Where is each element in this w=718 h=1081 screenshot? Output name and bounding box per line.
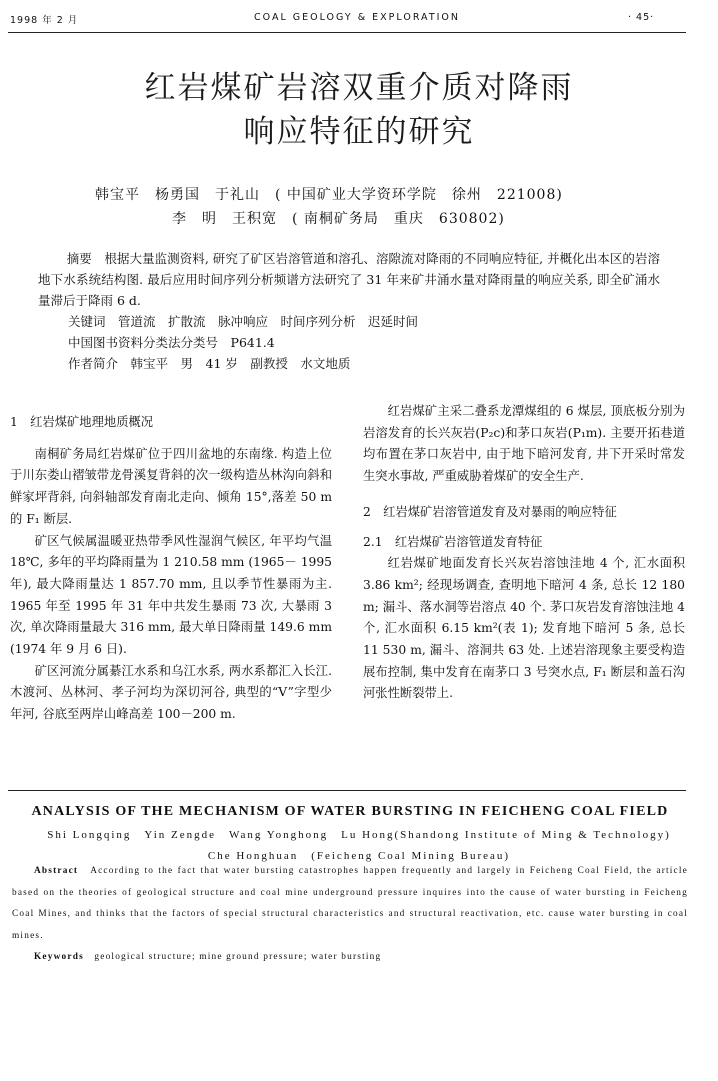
classification-label: 中国图书资料分类法分类号 <box>68 335 219 350</box>
english-section-rule <box>8 790 686 791</box>
author-bio-line <box>38 353 660 374</box>
author-affiliation-1: ( 中国矿业大学资环学院 徐州 221008) <box>275 187 563 203</box>
title-line-2: 响应特征的研究 <box>243 114 475 150</box>
keywords-label: 关键词 <box>68 314 106 329</box>
english-abstract-text: According to the fact that water bursting catastrophes happen frequently and largely in Feicheng Coal Field, the article based on the theories of geological structure and coal mine underground pressure inquires into the cause of water bursting in Feicheng Coal Mines, and thinks that the factors of special structural characteristics and structural reactivation, etc. cause water bursting in coal mines. <box>12 866 688 941</box>
section-2-1-heading: 2.1 红岩煤矿岩溶管道发育特征 <box>363 534 543 549</box>
author-names-1: 韩宝平 杨勇国 于礼山 <box>95 187 260 203</box>
keywords-text: 管道流 扩散流 脉冲响应 时间序列分析 迟延时间 <box>118 314 419 329</box>
english-keywords-line <box>12 947 688 969</box>
abstract-label: 摘要 <box>66 251 92 266</box>
english-abstract <box>12 861 688 969</box>
english-abstract-label: Abstract <box>34 866 79 876</box>
classification-code: P641.4 <box>230 335 275 350</box>
abstract-paragraph <box>38 248 660 311</box>
english-title: ANALYSIS OF THE MECHANISM OF WATER BURSTING IN FEICHENG COAL FIELD <box>31 804 669 819</box>
right-paragraph-1: 红岩煤矿主采二叠系龙潭煤组的 6 煤层, 顶底板分别为岩溶发育的长兴灰岩(P₂c)和茅口灰岩(P₁m). 主要开拓巷道均布置在茅口灰岩中, 由于地下暗河发育, 井下开采时常发生突水事故, 严重威胁着煤矿的安全生产. <box>363 404 685 484</box>
left-paragraph-3: 矿区河流分属綦江水系和乌江水系, 两水系都汇入长江. 木渡河、丛林河、孝子河均为深切河谷, 典型的“V”字型少年河, 谷底至两岸山峰高差 100－200 m. <box>10 663 332 722</box>
left-paragraph-2: 矿区气候属温暖亚热带季风性湿润气候区, 年平均气温 18℃, 多年的平均降雨量为 1 210.58 mm (1965－ 1995 年), 最大降雨量达 1 857.70 mm, 且以季节性暴雨为主. 1965 年至 1995 年 31 年中共发生暴雨 73 次, 大暴雨 3 次, 单次降雨量最大 316 mm, 最大单日降雨量 149.6 mm (1974 年 9 月 6 日). <box>10 533 332 657</box>
english-keywords-text: geological structure; mine ground pressure; water bursting <box>94 952 382 962</box>
english-authors-line-2: Che Honghuan (Feicheng Coal Mining Bureau) <box>207 850 511 862</box>
title-line-1: 红岩煤矿岩溶双重介质对降雨 <box>144 70 574 106</box>
right-column <box>363 401 685 705</box>
header-rule <box>8 32 686 33</box>
section-1-heading: 1 红岩煤矿地理地质概况 <box>10 415 154 429</box>
english-authors-line-1: Shi Longqing Yin Zengde Wang Yonghong Lu Hong(Shandong Institute of Ming & Technology) <box>47 829 671 841</box>
author-bio-label: 作者简介 <box>68 356 119 371</box>
right-paragraph-2: 红岩煤矿地面发育长兴灰岩溶蚀洼地 4 个, 汇水面积 3.86 km²; 经现场调查, 查明地下暗河 4 条, 总长 12 180 m; 漏斗、落水洞等岩溶点 40 个. 茅口灰岩发育溶蚀洼地 4 个, 汇水面积 6.15 km²(表 1); 发育地下暗河 5 条, 总长 11 530 m, 漏斗、溶洞共 63 处. 上述岩溶现象主要受构造展布控制, 集中发育在南茅口 3 号突水点, F₁ 断层和盖石沟河张性断裂带上. <box>363 556 685 701</box>
authors-line-2 <box>172 208 505 228</box>
page-number: · 45· <box>628 12 655 23</box>
left-paragraph-1: 南桐矿务局红岩煤矿位于四川盆地的东南缘. 构造上位于川东娄山褶皱带龙骨溪复背斜的次一级构造丛林沟向斜和鲜家坪背斜, 向斜轴部发育南北走向、倾角 15°,落差 50 m 的 F₁ 断层. <box>10 446 332 526</box>
english-keywords-label: Keywords <box>34 952 84 962</box>
author-names-2: 李 明 王积宽 <box>172 211 277 227</box>
author-affiliation-2: ( 南桐矿务局 重庆 630802) <box>292 211 505 227</box>
header-date: 1998 年 2 月 <box>10 15 79 26</box>
keywords-line <box>38 311 660 332</box>
left-column <box>10 412 332 726</box>
abstract-block <box>38 248 660 374</box>
author-bio-text: 韩宝平 男 41 岁 副教授 水文地质 <box>130 356 351 371</box>
authors-line-1 <box>95 184 563 204</box>
section-2-heading: 2 红岩煤矿岩溶管道发育及对暴雨的响应特征 <box>363 504 617 519</box>
abstract-text: 根据大量监测资料, 研究了矿区岩溶管道和溶孔、溶隙流对降雨的不同响应特征, 并概化出本区的岩溶地下水系统结构图. 最后应用时间序列分析频谱方法研究了 31 年来矿井涌水量对降雨量的响应关系, 即全矿涌水量滞后于降雨 6 d. <box>38 251 660 308</box>
journal-name: COAL GEOLOGY & EXPLORATION <box>254 12 461 23</box>
classification-line <box>38 332 660 353</box>
